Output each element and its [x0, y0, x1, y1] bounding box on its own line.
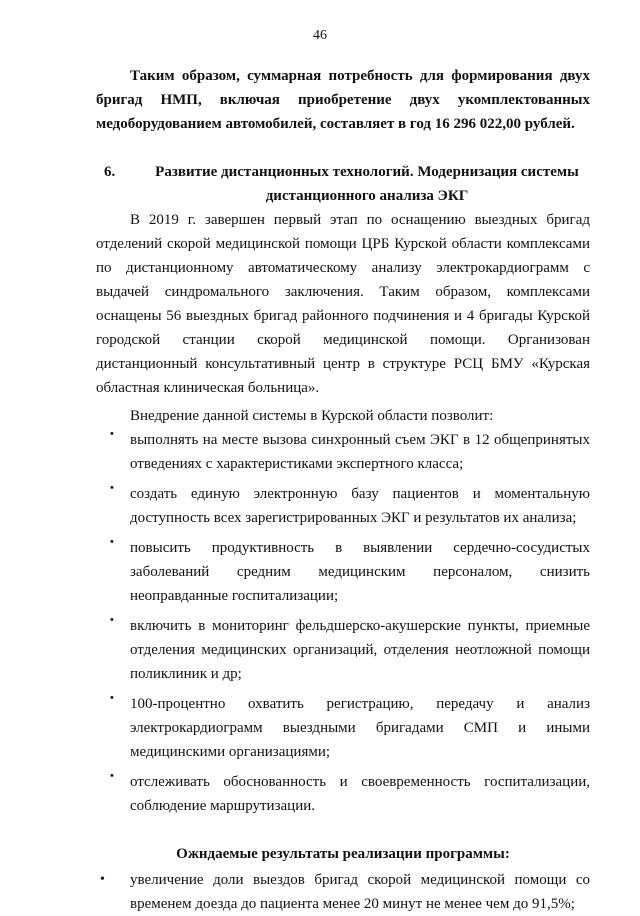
- bullet-icon: •: [110, 770, 114, 782]
- bullet-icon: •: [110, 692, 114, 704]
- list-item-text: включить в мониторинг фельдшерско-акушерские пункты, приемные отделения медицинских организаций, отделения неотложной помощи поликлиник и др;: [130, 618, 590, 682]
- list-item: [62, 868, 590, 916]
- section-title: Развитие дистанционных технологий. Модернизация системы дистанционного анализа ЭКГ: [155, 164, 579, 204]
- system-intro: Внедрение данной системы в Курской области позволит:: [130, 408, 494, 424]
- list-item: [96, 770, 590, 818]
- bullet-icon: •: [110, 428, 114, 440]
- list-item-text: 100-процентно охватить регистрацию, передачу и анализ электрокардиограмм выездными бригадами СМП и иными медицинскими организациями;: [130, 696, 590, 760]
- list-item: [96, 692, 590, 764]
- bullet-icon: •: [100, 872, 105, 887]
- list-item: [96, 428, 590, 476]
- summary-paragraph: Таким образом, суммарная потребность для формирования двух бригад НМП, включая приобретение двух укомплектованных медоборудованием автомобилей, составляет в год 16 296 022,00 рублей.: [96, 68, 590, 132]
- list-item-text: повысить продуктивность в выявлении сердечно-сосудистых заболеваний средним медицинским персоналом, снизить неоправданные госпитализации;: [130, 540, 590, 604]
- benefits-list: [96, 428, 590, 818]
- section-number: 6.: [104, 164, 116, 180]
- page-content: [96, 64, 590, 916]
- list-item: [96, 482, 590, 530]
- list-item-text: выполнять на месте вызова синхронный съем ЭКГ в 12 общепринятых отведениях с характеристиками экспертного класса;: [130, 432, 590, 472]
- bullet-icon: •: [110, 614, 114, 626]
- list-item-text: создать единую электронную базу пациентов и моментальную доступность всех зарегистрированных ЭКГ и результатов их анализа;: [130, 486, 590, 526]
- paragraph-2019: В 2019 г. завершен первый этап по оснащению выездных бригад отделений скорой медицинской помощи ЦРБ Курской области комплексами по дистанционному автоматическому анализу электрокардиограмм с выдачей синдромального заключения. Таким образом, комплексами оснащены 56 выездных бригад районного подчинения и 4 бригады Курской городской станции скорой медицинской помощи. Организован дистанционный консультативный центр в структуре РСЦ БМУ «Курская областная клиническая больница».: [96, 212, 590, 396]
- list-item: [96, 536, 590, 608]
- list-item-text: отслеживать обоснованность и своевременность госпитализации, соблюдение маршрутизации.: [130, 774, 590, 814]
- bullet-icon: •: [110, 482, 114, 494]
- results-heading: Ожндаемые результаты реализации программы:: [176, 846, 510, 862]
- list-item: [96, 614, 590, 686]
- list-item-text: увеличение доли выездов бригад скорой медицинской помощи со временем доезда до пациента менее 20 минут не менее чем до 91,5%;: [130, 872, 590, 912]
- page-number: 46: [313, 28, 327, 43]
- bullet-icon: •: [110, 536, 114, 548]
- section-heading: [96, 160, 590, 208]
- results-list: [62, 868, 590, 916]
